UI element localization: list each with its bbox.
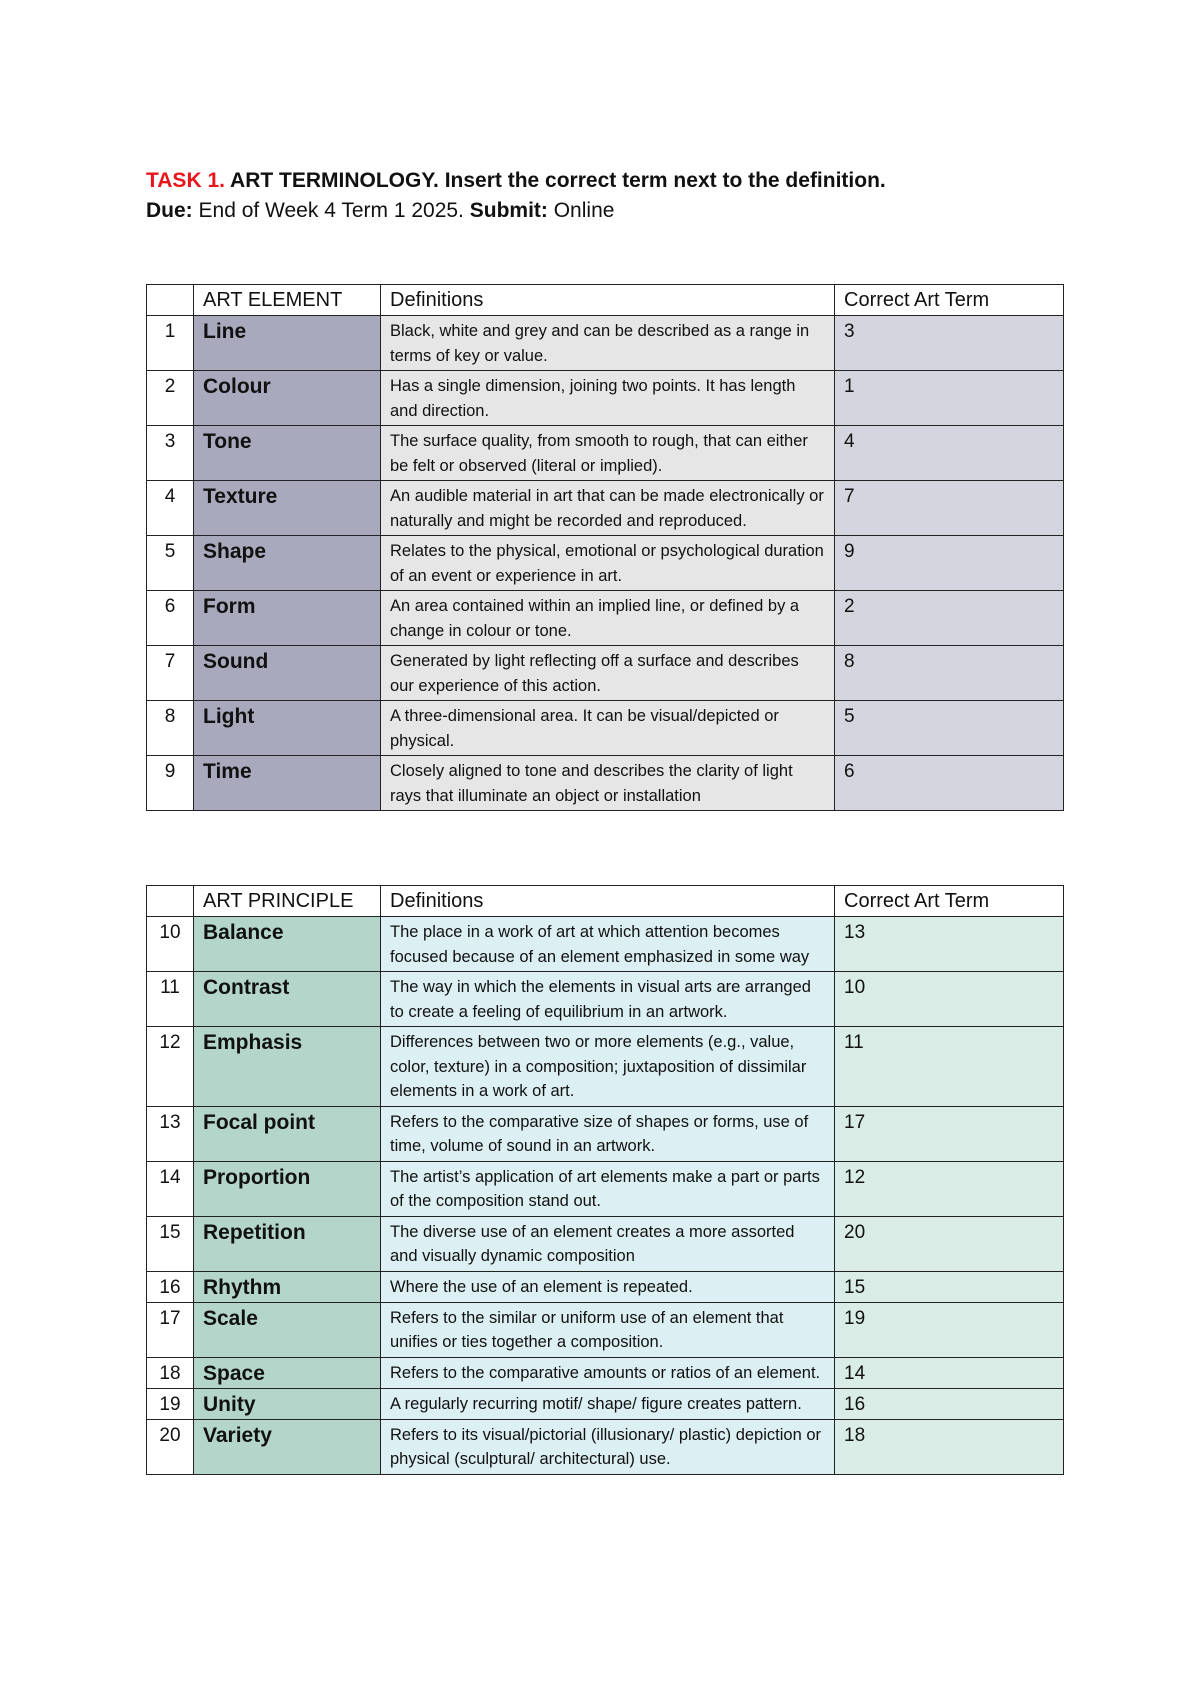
due-line xyxy=(146,196,1146,226)
row-number: 7 xyxy=(147,646,194,701)
header-art-principle: ART PRINCIPLE xyxy=(194,886,381,917)
definition-cell: A three-dimensional area. It can be visual/depicted or physical. xyxy=(381,701,835,756)
table-row xyxy=(147,1302,1064,1357)
header-definitions: Definitions xyxy=(381,285,835,316)
term-cell: Light xyxy=(194,701,381,756)
table-row xyxy=(147,1419,1064,1474)
row-number: 1 xyxy=(147,316,194,371)
due-value: End of Week 4 Term 1 2025. xyxy=(192,199,470,222)
task-text: ART TERMINOLOGY. Insert the correct term next to the definition. xyxy=(224,169,886,192)
answer-cell[interactable]: 16 xyxy=(835,1388,1064,1419)
row-number: 18 xyxy=(147,1357,194,1388)
definition-cell: Has a single dimension, joining two points. It has length and direction. xyxy=(381,371,835,426)
row-number: 2 xyxy=(147,371,194,426)
row-number: 20 xyxy=(147,1419,194,1474)
table-row xyxy=(147,646,1064,701)
table-row xyxy=(147,1357,1064,1388)
definition-cell: Where the use of an element is repeated. xyxy=(381,1271,835,1302)
table-row xyxy=(147,972,1064,1027)
term-cell: Time xyxy=(194,756,381,811)
table-row xyxy=(147,591,1064,646)
term-cell: Texture xyxy=(194,481,381,536)
answer-cell[interactable]: 6 xyxy=(835,756,1064,811)
answer-cell[interactable]: 8 xyxy=(835,646,1064,701)
answer-cell[interactable]: 5 xyxy=(835,701,1064,756)
answer-cell[interactable]: 14 xyxy=(835,1357,1064,1388)
answer-cell[interactable]: 19 xyxy=(835,1302,1064,1357)
definition-cell: Refers to its visual/pictorial (illusionary/ plastic) depiction or physical (sculptural/ architectural) use. xyxy=(381,1419,835,1474)
table-row xyxy=(147,1106,1064,1161)
answer-cell[interactable]: 11 xyxy=(835,1027,1064,1107)
term-cell: Line xyxy=(194,316,381,371)
term-cell: Rhythm xyxy=(194,1271,381,1302)
definition-cell: The way in which the elements in visual arts are arranged to create a feeling of equilibrium in an artwork. xyxy=(381,972,835,1027)
term-cell: Colour xyxy=(194,371,381,426)
definition-cell: Refers to the comparative amounts or ratios of an element. xyxy=(381,1357,835,1388)
term-cell: Unity xyxy=(194,1388,381,1419)
answer-cell[interactable]: 4 xyxy=(835,426,1064,481)
definition-cell: A regularly recurring motif/ shape/ figure creates pattern. xyxy=(381,1388,835,1419)
definition-cell: Closely aligned to tone and describes the clarity of light rays that illuminate an object or installation xyxy=(381,756,835,811)
definition-cell: An audible material in art that can be made electronically or naturally and might be recorded and reproduced. xyxy=(381,481,835,536)
table-row xyxy=(147,756,1064,811)
header-art-element: ART ELEMENT xyxy=(194,285,381,316)
definition-cell: Generated by light reflecting off a surface and describes our experience of this action. xyxy=(381,646,835,701)
row-number: 11 xyxy=(147,972,194,1027)
table-row xyxy=(147,426,1064,481)
term-cell: Form xyxy=(194,591,381,646)
table-row xyxy=(147,1271,1064,1302)
term-cell: Space xyxy=(194,1357,381,1388)
definition-cell: Differences between two or more elements (e.g., value, color, texture) in a composition; juxtaposition of dissimilar elements in a work of art. xyxy=(381,1027,835,1107)
task-heading xyxy=(146,166,1146,226)
term-cell: Tone xyxy=(194,426,381,481)
answer-cell[interactable]: 13 xyxy=(835,917,1064,972)
answer-cell[interactable]: 3 xyxy=(835,316,1064,371)
table-row xyxy=(147,1216,1064,1271)
term-cell: Sound xyxy=(194,646,381,701)
header-number xyxy=(147,285,194,316)
definition-cell: The artist’s application of art elements make a part or parts of the composition stand out. xyxy=(381,1161,835,1216)
submit-label: Submit: xyxy=(469,199,548,222)
table-row xyxy=(147,1027,1064,1107)
term-cell: Emphasis xyxy=(194,1027,381,1107)
row-number: 5 xyxy=(147,536,194,591)
answer-cell[interactable]: 18 xyxy=(835,1419,1064,1474)
row-number: 4 xyxy=(147,481,194,536)
submit-value: Online xyxy=(547,199,615,222)
answer-cell[interactable]: 17 xyxy=(835,1106,1064,1161)
table-row xyxy=(147,536,1064,591)
term-cell: Focal point xyxy=(194,1106,381,1161)
answer-cell[interactable]: 20 xyxy=(835,1216,1064,1271)
table-row xyxy=(147,701,1064,756)
row-number: 19 xyxy=(147,1388,194,1419)
row-number: 3 xyxy=(147,426,194,481)
task-label: TASK 1. xyxy=(146,169,225,192)
answer-cell[interactable]: 7 xyxy=(835,481,1064,536)
term-cell: Repetition xyxy=(194,1216,381,1271)
definition-cell: The surface quality, from smooth to rough, that can either be felt or observed (literal or implied). xyxy=(381,426,835,481)
art-elements-table xyxy=(146,284,1064,811)
task-title xyxy=(146,166,1146,196)
row-number: 14 xyxy=(147,1161,194,1216)
term-cell: Scale xyxy=(194,1302,381,1357)
answer-cell[interactable]: 2 xyxy=(835,591,1064,646)
due-label: Due: xyxy=(146,199,193,222)
definition-cell: Refers to the comparative size of shapes or forms, use of time, volume of sound in an artwork. xyxy=(381,1106,835,1161)
row-number: 16 xyxy=(147,1271,194,1302)
header-definitions: Definitions xyxy=(381,886,835,917)
definition-cell: Black, white and grey and can be described as a range in terms of key or value. xyxy=(381,316,835,371)
answer-cell[interactable]: 10 xyxy=(835,972,1064,1027)
table-row xyxy=(147,1161,1064,1216)
row-number: 6 xyxy=(147,591,194,646)
term-cell: Shape xyxy=(194,536,381,591)
table-row xyxy=(147,917,1064,972)
definition-cell: Relates to the physical, emotional or psychological duration of an event or experience in art. xyxy=(381,536,835,591)
row-number: 10 xyxy=(147,917,194,972)
table-row xyxy=(147,1388,1064,1419)
table-row xyxy=(147,316,1064,371)
header-number xyxy=(147,886,194,917)
table-row xyxy=(147,481,1064,536)
row-number: 15 xyxy=(147,1216,194,1271)
answer-cell[interactable]: 12 xyxy=(835,1161,1064,1216)
art-principles-table xyxy=(146,885,1064,1475)
term-cell: Contrast xyxy=(194,972,381,1027)
answer-cell[interactable]: 1 xyxy=(835,371,1064,426)
definition-cell: The diverse use of an element creates a more assorted and visually dynamic composition xyxy=(381,1216,835,1271)
table-header-row xyxy=(147,886,1064,917)
row-number: 13 xyxy=(147,1106,194,1161)
term-cell: Variety xyxy=(194,1419,381,1474)
row-number: 9 xyxy=(147,756,194,811)
definition-cell: An area contained within an implied line, or defined by a change in colour or tone. xyxy=(381,591,835,646)
definition-cell: Refers to the similar or uniform use of an element that unifies or ties together a composition. xyxy=(381,1302,835,1357)
table-row xyxy=(147,371,1064,426)
header-correct-art-term: Correct Art Term xyxy=(835,886,1064,917)
header-correct-art-term: Correct Art Term xyxy=(835,285,1064,316)
answer-cell[interactable]: 9 xyxy=(835,536,1064,591)
table-header-row xyxy=(147,285,1064,316)
row-number: 17 xyxy=(147,1302,194,1357)
definition-cell: The place in a work of art at which attention becomes focused because of an element emphasized in some way xyxy=(381,917,835,972)
answer-cell[interactable]: 15 xyxy=(835,1271,1064,1302)
row-number: 8 xyxy=(147,701,194,756)
term-cell: Proportion xyxy=(194,1161,381,1216)
term-cell: Balance xyxy=(194,917,381,972)
row-number: 12 xyxy=(147,1027,194,1107)
